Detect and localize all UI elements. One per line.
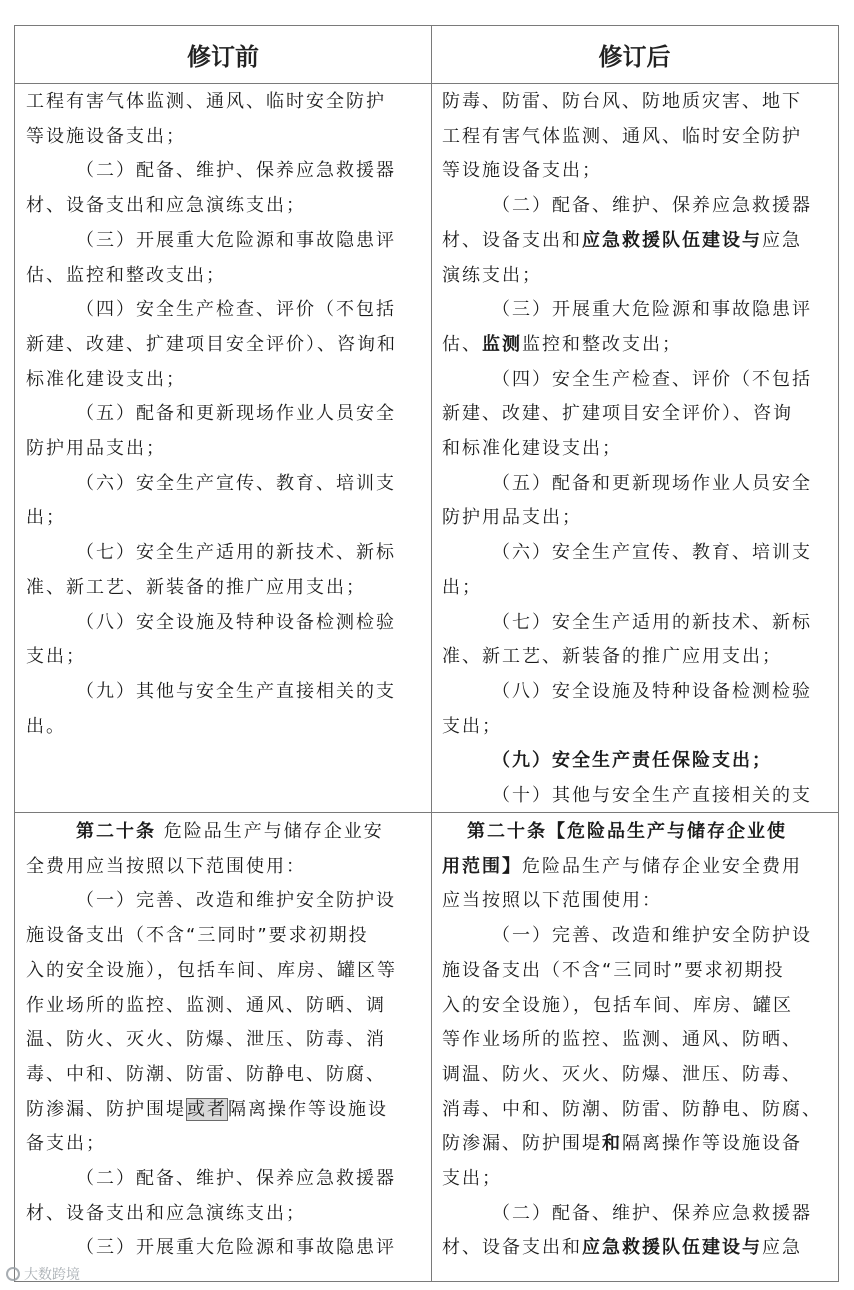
added-text: 用范围】 bbox=[442, 855, 522, 877]
text-line: 毒、中和、防潮、防雷、防静电、防腐、 bbox=[26, 1063, 386, 1085]
text-line: （二）配备、维护、保养应急救援器 bbox=[76, 1168, 396, 1190]
text-line: 工程有害气体监测、通风、临时安全防护 bbox=[442, 125, 802, 147]
header-after: 修订后 bbox=[598, 43, 671, 71]
text-line: （一）完善、改造和维护安全防护设 bbox=[76, 890, 396, 912]
text-span: 应急 bbox=[762, 229, 802, 251]
text-line: （三）开展重大危险源和事故隐患评 bbox=[76, 229, 396, 251]
added-text: （九）安全生产责任保险支出； bbox=[492, 750, 772, 772]
text-line: 全费用应当按照以下范围使用： bbox=[26, 855, 306, 877]
text-line: 支出； bbox=[442, 715, 502, 737]
text-line: 准、新工艺、新装备的推广应用支出； bbox=[442, 646, 782, 668]
text-line: （三）开展重大危险源和事故隐患评 bbox=[492, 299, 812, 321]
text-line: （三）开展重大危险源和事故隐患评 bbox=[76, 1237, 396, 1259]
text-span: 应急 bbox=[762, 1237, 802, 1259]
text-line bbox=[26, 815, 426, 850]
text-line: 和标准化建设支出； bbox=[442, 438, 622, 460]
text-line: （七）安全生产适用的新技术、新标 bbox=[492, 611, 812, 633]
text-line: （六）安全生产宣传、教育、培训支 bbox=[492, 542, 812, 564]
text-line bbox=[442, 1231, 834, 1266]
comparison-table bbox=[14, 25, 839, 1282]
text-line: 材、设备支出和应急演练支出； bbox=[26, 1202, 306, 1224]
text-line bbox=[442, 1127, 834, 1162]
text-line: 出。 bbox=[26, 715, 66, 737]
row2-after-cell bbox=[442, 815, 834, 1281]
text-line bbox=[442, 328, 834, 363]
text-line: （五）配备和更新现场作业人员安全 bbox=[492, 472, 812, 494]
text-line: 工程有害气体监测、通风、临时安全防护 bbox=[26, 91, 386, 112]
highlighted-text: 或者 bbox=[187, 1098, 227, 1120]
text-line: 材、设备支出和应急演练支出； bbox=[26, 195, 306, 217]
article-number: 第二十条 bbox=[76, 821, 156, 842]
added-text: 监测 bbox=[482, 333, 522, 355]
text-line: 准、新工艺、新装备的推广应用支出； bbox=[26, 576, 366, 598]
text-line: 等设施设备支出； bbox=[26, 125, 186, 147]
row1-before-cell bbox=[26, 85, 426, 811]
header-divider bbox=[15, 83, 838, 84]
text-span: 防渗漏、防护围堤 bbox=[26, 1098, 186, 1120]
added-text: 和 bbox=[602, 1133, 622, 1155]
text-span: 危险品生产与储存企业安全费用 bbox=[522, 855, 802, 877]
text-line: 支出； bbox=[442, 1168, 502, 1190]
text-line: 新建、改建、扩建项目安全评价）、咨询 bbox=[442, 403, 793, 425]
text-line: 等设施设备支出； bbox=[442, 160, 602, 182]
text-span: 防渗漏、防护围堤 bbox=[442, 1133, 602, 1155]
text-line: （八）安全设施及特种设备检测检验 bbox=[492, 680, 812, 702]
text-line: 演练支出； bbox=[442, 264, 542, 286]
text-span: 估、 bbox=[442, 333, 482, 355]
text-line: （二）配备、维护、保养应急救援器 bbox=[76, 160, 396, 182]
text-line: 应当按照以下范围使用： bbox=[442, 890, 662, 912]
text-line: 防毒、防雷、防台风、防地质灾害、地下 bbox=[442, 91, 802, 112]
text-line: 消毒、中和、防潮、防雷、防静电、防腐、 bbox=[442, 1098, 822, 1120]
text-line: 防护用品支出； bbox=[442, 507, 582, 529]
text-line: 作业场所的监控、监测、通风、防晒、调 bbox=[26, 994, 386, 1016]
text-line: 施设备支出（不含“三同时”要求初期投 bbox=[442, 959, 785, 981]
text-line: 入的安全设施），包括车间、库房、罐区等 bbox=[26, 959, 397, 981]
text-line: （二）配备、维护、保养应急救援器 bbox=[492, 195, 812, 217]
text-line: （十）其他与安全生产直接相关的支 bbox=[492, 785, 812, 807]
added-text: 应急救援队伍建设与 bbox=[582, 1237, 762, 1259]
text-span: 隔离操作等设施设 bbox=[228, 1098, 388, 1120]
text-line bbox=[26, 1093, 426, 1128]
watermark-icon bbox=[6, 1267, 20, 1281]
text-line bbox=[442, 224, 834, 259]
row-divider bbox=[15, 812, 838, 813]
column-divider bbox=[431, 26, 432, 1281]
text-line: 施设备支出（不含“三同时”要求初期投 bbox=[26, 925, 369, 947]
watermark bbox=[6, 1263, 86, 1285]
text-line: 出； bbox=[442, 576, 482, 598]
row2-before-cell bbox=[26, 815, 426, 1281]
text-line: 入的安全设施），包括车间、库房、罐区 bbox=[442, 994, 793, 1016]
article-heading: 第二十条【危险品生产与储存企业使 bbox=[467, 821, 787, 842]
text-line: 等作业场所的监控、监测、通风、防晒、 bbox=[442, 1029, 802, 1051]
text-line bbox=[442, 850, 834, 885]
text-span: 监控和整改支出； bbox=[522, 333, 682, 355]
text-line: 标准化建设支出； bbox=[26, 368, 186, 390]
text-line: （四）安全生产检查、评价（不包括 bbox=[76, 299, 396, 321]
text-span: 危险品生产与储存企业安 bbox=[163, 821, 384, 842]
text-span: 材、设备支出和 bbox=[442, 229, 582, 251]
text-span: 隔离操作等设施设备 bbox=[622, 1133, 802, 1155]
added-text: 应急救援队伍建设与 bbox=[582, 229, 762, 251]
text-line: （二）配备、维护、保养应急救援器 bbox=[492, 1202, 812, 1224]
text-span: 材、设备支出和 bbox=[442, 1237, 582, 1259]
text-line: （一）完善、改造和维护安全防护设 bbox=[492, 925, 812, 947]
text-line: 出； bbox=[26, 507, 66, 529]
text-line: （八）安全设施及特种设备检测检验 bbox=[76, 611, 396, 633]
text-line: （九）其他与安全生产直接相关的支 bbox=[76, 680, 396, 702]
row1-after-cell bbox=[442, 85, 834, 811]
header-before: 修订前 bbox=[187, 43, 259, 71]
watermark-text: 大数跨境 bbox=[24, 1267, 80, 1283]
text-line: 防护用品支出； bbox=[26, 438, 166, 460]
text-line: 调温、防火、灭火、防爆、泄压、防毒、 bbox=[442, 1063, 802, 1085]
text-line: （六）安全生产宣传、教育、培训支 bbox=[76, 472, 396, 494]
text-line: 支出； bbox=[26, 646, 86, 668]
text-line: 估、监控和整改支出； bbox=[26, 264, 226, 286]
text-line: （五）配备和更新现场作业人员安全 bbox=[76, 403, 396, 425]
text-line: 新建、改建、扩建项目安全评价）、咨询和 bbox=[26, 333, 397, 355]
text-line: （四）安全生产检查、评价（不包括 bbox=[492, 368, 812, 390]
text-line: （七）安全生产适用的新技术、新标 bbox=[76, 542, 396, 564]
text-line: 备支出； bbox=[26, 1133, 106, 1155]
text-line: 温、防火、灭火、防爆、泄压、防毒、消 bbox=[26, 1029, 386, 1051]
